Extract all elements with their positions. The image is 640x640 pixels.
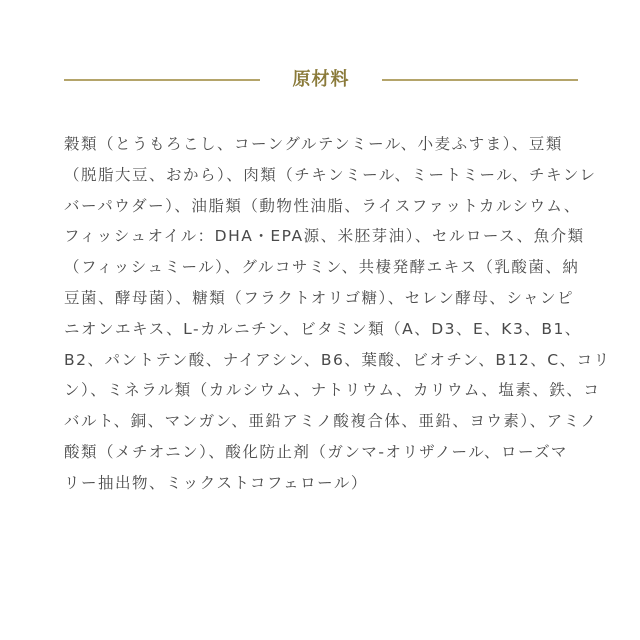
ingredients-line: 酸類（メチオニン）、酸化防止剤（ガンマ-オリザノール、ローズマ xyxy=(64,442,568,461)
section-header xyxy=(0,62,640,98)
ingredients-line: （フィッシュミール）、グルコサミン、共棲発酵エキス（乳酸菌、納 xyxy=(64,258,580,277)
ingredients-line: リー抽出物、ミックストコフェロール） xyxy=(64,473,368,492)
ingredients-line: 穀類（とうもろこし、コーングルテンミール、小麦ふすま）、豆類 xyxy=(64,135,563,153)
ingredients-line: ニオンエキス、L-カルニチン、ビタミン類（A、D3、E、K3、B1、 xyxy=(64,319,582,338)
ingredients-line: バルト、銅、マンガン、亜鉛アミノ酸複合体、亜鉛、ヨウ素）、アミノ xyxy=(64,412,598,431)
ingredients-line: ン）、ミネラル類（カルシウム、ナトリウム、カリウム、塩素、鉄、コ xyxy=(64,381,601,400)
ingredients-line: （脱脂大豆、おから）、肉類（チキンミール、ミートミール、チキンレ xyxy=(64,165,597,184)
ingredients-line: フィッシュオイル：DHA・EPA源、米胚芽油）、セルロース、魚介類 xyxy=(64,227,585,246)
section-title: 原材料 xyxy=(292,69,350,90)
right-divider-line xyxy=(382,79,578,81)
left-divider-line xyxy=(64,79,260,81)
ingredients-line: B2、パントテン酸、ナイアシン、B6、葉酸、ビオチン、B12、C、コリ xyxy=(64,350,611,369)
ingredients-line: 豆菌、酵母菌）、糖類（フラクトオリゴ糖）、セレン酵母、シャンピ xyxy=(64,288,575,307)
ingredients-line: バーパウダー）、油脂類（動物性油脂、ライスファットカルシウム、 xyxy=(64,196,581,215)
ingredients-text xyxy=(64,129,611,499)
